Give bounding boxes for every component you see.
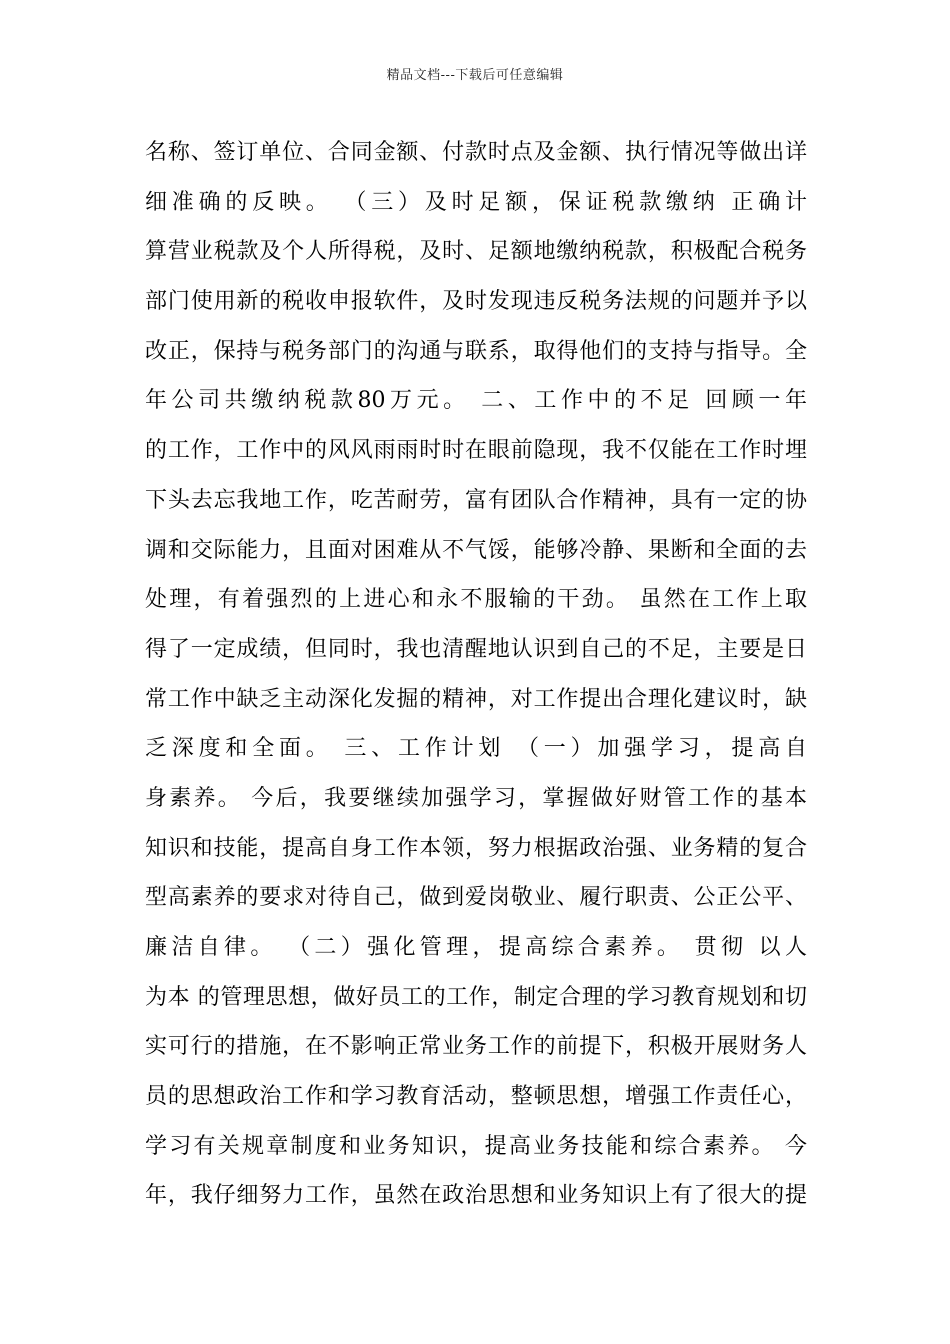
- text-line: 的工作，工作中的风风雨雨时时在眼前隐现，我不仅能在工作时埋: [145, 438, 807, 464]
- text-line: 为本 的管理思想，做好员工的工作，制定合理的学习教育规划和切: [145, 984, 807, 1010]
- text-line: 名称、签订单位、合同金额、付款时点及金额、执行情况等做出详: [145, 140, 807, 165]
- text-line: 算营业税款及个人所得税，及时、足额地缴纳税款，积极配合税务: [145, 239, 807, 265]
- text-line: 乏深度和全面。 三、工作计划 （一）加强学习，提高自: [145, 736, 807, 762]
- body-text: [145, 128, 807, 1221]
- text-line: 调和交际能力，且面对困难从不气馁，能够冷静、果断和全面的去: [145, 537, 807, 563]
- text-line: 年公司共缴纳税款80万元。 二、工作中的不足 回顾一年: [145, 388, 807, 414]
- text-line: 部门使用新的税收申报软件，及时发现违反税务法规的问题并予以: [145, 289, 807, 315]
- text-line: 处理，有着强烈的上进心和永不服输的干劲。 虽然在工作上取: [145, 587, 807, 613]
- text-line: 实可行的措施，在不影响正常业务工作的前提下，积极开展财务人: [145, 1034, 807, 1060]
- text-line: 型高素养的要求对待自己，做到爱岗敬业、履行职责、公正公平、: [145, 885, 807, 911]
- page-header: 精品文档---下载后可任意编辑: [386, 68, 564, 83]
- text-line: 廉洁自律。 （二）强化管理，提高综合素养。 贯彻 以人: [145, 935, 807, 960]
- text-line: 细准确的反映。 （三）及时足额，保证税款缴纳 正确计: [145, 189, 807, 215]
- text-line: 下头去忘我地工作，吃苦耐劳，富有团队合作精神，具有一定的协: [145, 487, 807, 513]
- text-line: 学习有关规章制度和业务知识，提高业务技能和综合素养。 今: [145, 1133, 807, 1159]
- text-line: 改正，保持与税务部门的沟通与联系，取得他们的支持与指导。全: [145, 338, 807, 364]
- text-line: 身素养。 今后，我要继续加强学习，掌握做好财管工作的基本: [145, 785, 807, 811]
- text-line: 得了一定成绩，但同时，我也清醒地认识到自己的不足，主要是日: [145, 636, 807, 662]
- text-line: 员的思想政治工作和学习教育活动，整顿思想，增强工作责任心，: [145, 1084, 807, 1110]
- text-line: 年，我仔细努力工作，虽然在政治思想和业务知识上有了很大的提: [145, 1183, 807, 1209]
- text-line: 常工作中缺乏主动深化发掘的精神，对工作提出合理化建议时，缺: [145, 686, 807, 712]
- text-line: 知识和技能，提高自身工作本领，努力根据政治强、业务精的复合: [145, 835, 807, 861]
